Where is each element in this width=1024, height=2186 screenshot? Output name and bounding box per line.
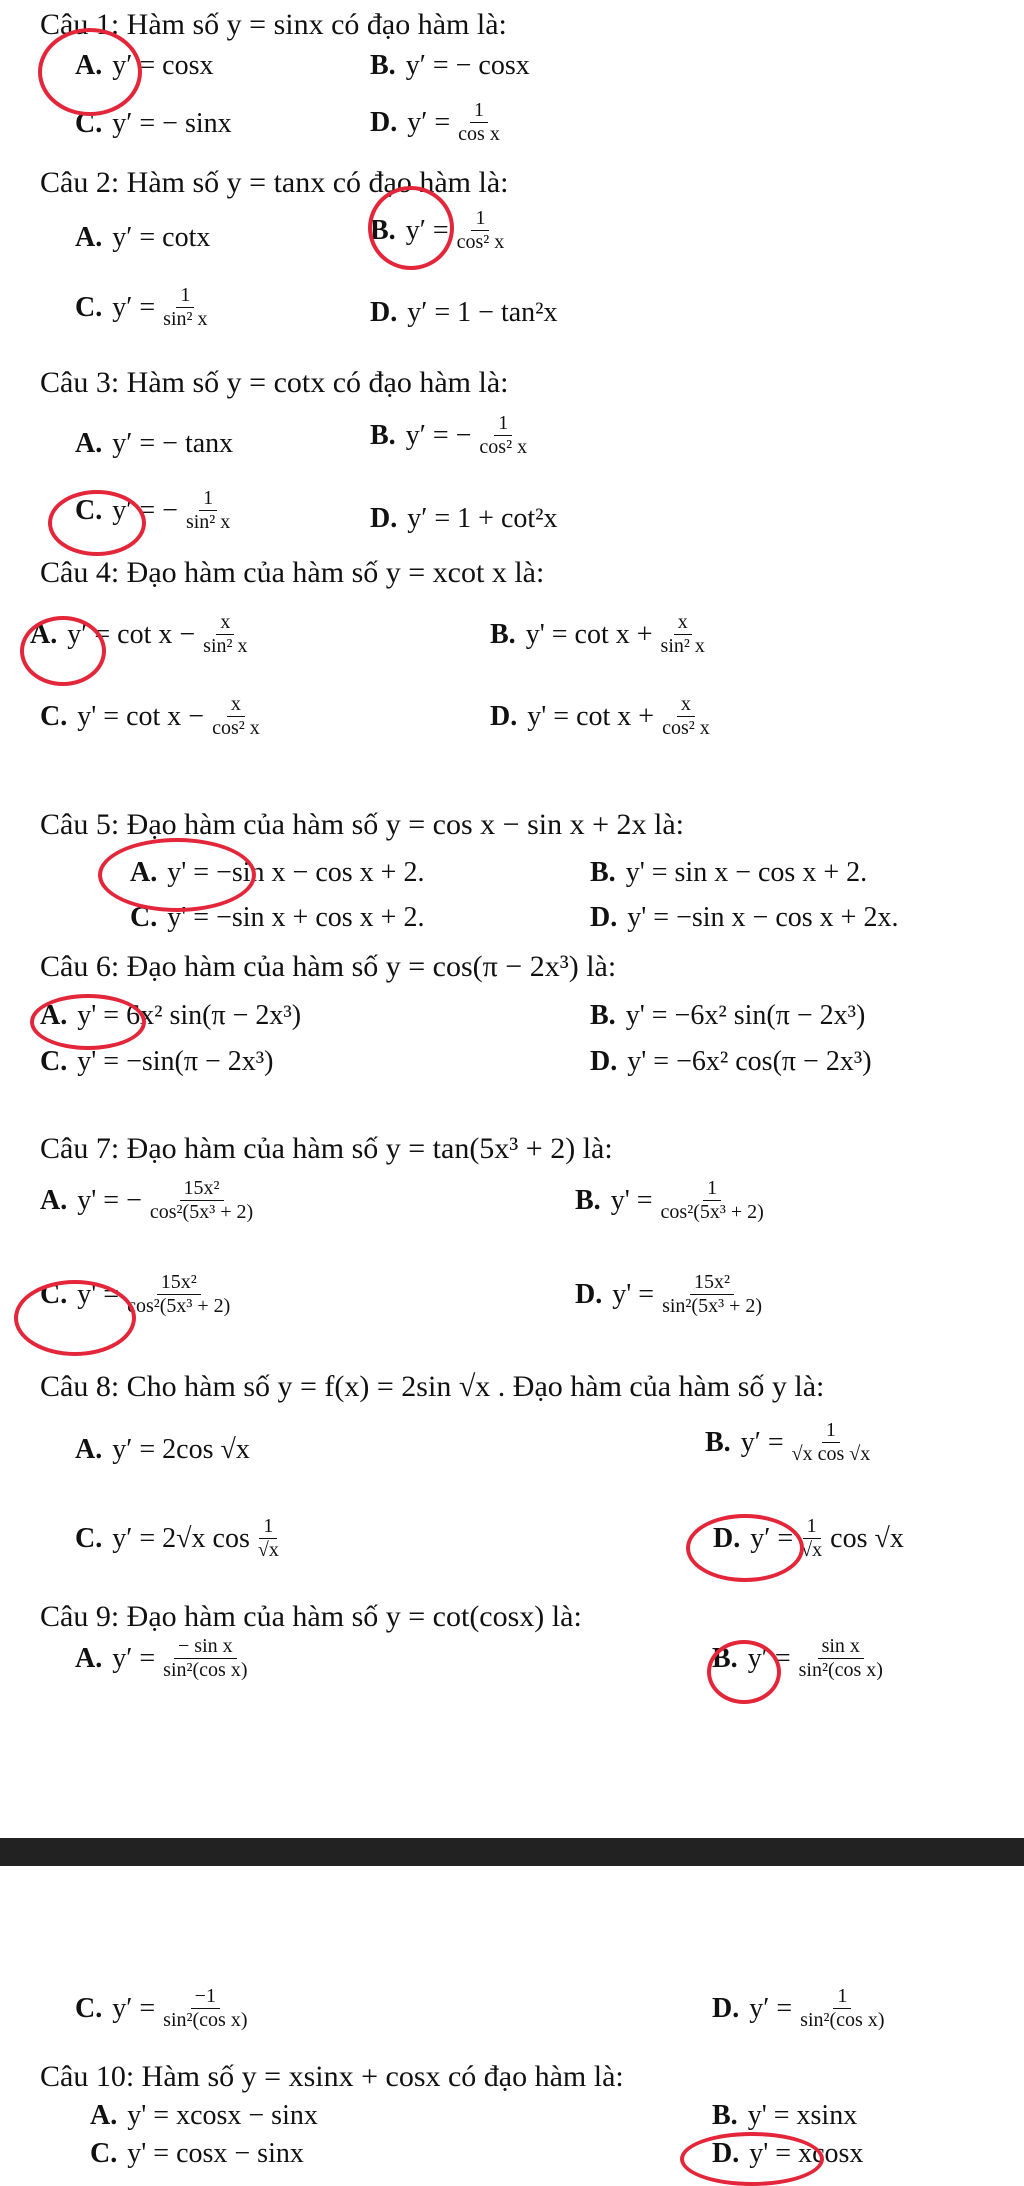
q8-option-d: D. y′ = $\frac{1}{√x}$ cos √x [713,1515,904,1561]
q3-option-d: D. y′ = 1 + cot²x [370,503,558,534]
answer-circle-q8 [686,1514,804,1582]
q9-option-a: A. y′ = $\frac{\text{− sin x}}{\text{sin²(cos x)}}$ [75,1635,248,1681]
answer-circle-q6 [30,994,146,1050]
q4-option-c: C. y' = cot x − $\frac{x}{\text{cos² x}}$ [40,693,260,739]
q8-option-c: C. y′ = 2√x cos $\frac{1}{√x}$ [75,1515,279,1561]
q6-option-a: A. y' = 6x² sin(π − 2x³) [40,1000,302,1031]
q4-option-b: B. y' = cot x + $\frac{x}{\text{sin² x}}$ [490,611,705,657]
answer-circle-q2 [368,186,454,270]
answer-circle-q4 [20,616,106,686]
question-2-title: Câu 2: Hàm số y = tanx có đạo hàm là: [40,166,509,199]
answer-circle-q3 [48,490,146,556]
divider-bar [0,1838,1024,1866]
q9-option-b: B. y′ = $\frac{\text{sin x}}{\text{sin²(cos x)}}$ [712,1635,883,1681]
q10-option-a: A. y' = xcosx − sinx [90,2100,318,2131]
q10-option-c: C. y' = cosx − sinx [90,2138,304,2169]
answer-circle-q9 [707,1640,781,1704]
q9-option-c: C. y′ = $\frac{-1}{\text{sin²(cos x)}}$ [75,1985,248,2031]
q2-option-a: A. y′ = cotx [75,222,211,253]
q7-option-b: B. y' = $\frac{1}{\text{cos²(5x³ + 2)}}$ [575,1177,764,1223]
question-5-title: Câu 5: Đạo hàm của hàm số y = cos x − sin x + 2x là: [40,808,684,841]
answer-circle-q5 [98,838,256,912]
question-1-title: Câu 1: Hàm số y = sinx có đạo hàm là: [40,8,507,41]
q3-option-b: B. y′ = − $\frac{1}{\text{cos² x}}$ [370,412,528,458]
q8-option-b: B. y′ = $\frac{1}{\text{√x cos √x}}$ [705,1419,871,1465]
q3-option-a: A. y′ = − tanx [75,428,234,459]
q6-option-c: C. y' = −sin(π − 2x³) [40,1046,274,1077]
question-6-title: Câu 6: Đạo hàm của hàm số y = cos(π − 2x³) là: [40,950,617,983]
q1-option-c: C. y′ = − sinx [75,108,232,139]
question-8-title: Câu 8: Cho hàm số y = f(x) = 2sin √x . Đạo hàm của hàm số y là: [40,1370,825,1403]
q10-option-d: D. y' = xcosx [712,2138,864,2169]
q2-option-d: D. y′ = 1 − tan²x [370,297,558,328]
q1-option-a: A. y′ = cosx [75,50,214,81]
q7-option-d: D. y' = $\frac{\text{15x²}}{\text{sin²(5x³ + 2)}}$ [575,1271,763,1317]
q6-option-d: D. y' = −6x² cos(π − 2x³) [590,1046,872,1077]
question-10-title: Câu 10: Hàm số y = xsinx + cosx có đạo hàm là: [40,2060,624,2093]
q10-option-b: B. y' = xsinx [712,2100,858,2131]
q5-option-b: B. y' = sin x − cos x + 2. [590,857,868,888]
answer-circle-q7 [14,1280,136,1356]
answer-circle-q1 [38,28,142,116]
q4-option-a: A. y′ = cot x − $\frac{x}{\text{sin² x}}$ [30,611,248,657]
q2-option-c: C. y′ = $\frac{1}{\text{sin² x}}$ [75,284,208,330]
q5-option-c: C. y' = −sin x + cos x + 2. [130,902,425,933]
question-9-title: Câu 9: Đạo hàm của hàm số y = cot(cosx) là: [40,1600,582,1633]
q1-option-b: B. y′ = − cosx [370,50,530,81]
q1-option-d: D. y′ = $\frac{1}{\text{cos x}}$ [370,99,500,145]
question-3-title: Câu 3: Hàm số y = cotx có đạo hàm là: [40,366,509,399]
q5-option-d: D. y' = −sin x − cos x + 2x. [590,902,899,933]
q2-option-b: B. y′ = $\frac{1}{\text{cos² x}}$ [370,207,505,253]
q5-option-a: A. y' = −sin x − cos x + 2. [130,857,425,888]
q8-option-a: A. y′ = 2cos √x [75,1434,250,1465]
q9-option-d: D. y′ = $\frac{1}{\text{sin²(cos x)}}$ [712,1985,885,2031]
q4-option-d: D. y' = cot x + $\frac{x}{\text{cos² x}}$ [490,693,710,739]
q7-option-a: A. y' = − $\frac{\text{15x²}}{\text{cos²(5x³ + 2)}}$ [40,1177,254,1223]
q6-option-b: B. y' = −6x² sin(π − 2x³) [590,1000,866,1031]
q3-option-c: C. y′ = − $\frac{1}{\text{sin² x}}$ [75,487,231,533]
q7-option-c: C. y' = $\frac{\text{15x²}}{\text{cos²(5x³ + 2)}}$ [40,1271,231,1317]
question-4-title: Câu 4: Đạo hàm của hàm số y = xcot x là: [40,556,545,589]
question-7-title: Câu 7: Đạo hàm của hàm số y = tan(5x³ + 2) là: [40,1132,613,1165]
answer-circle-q10 [680,2132,824,2186]
